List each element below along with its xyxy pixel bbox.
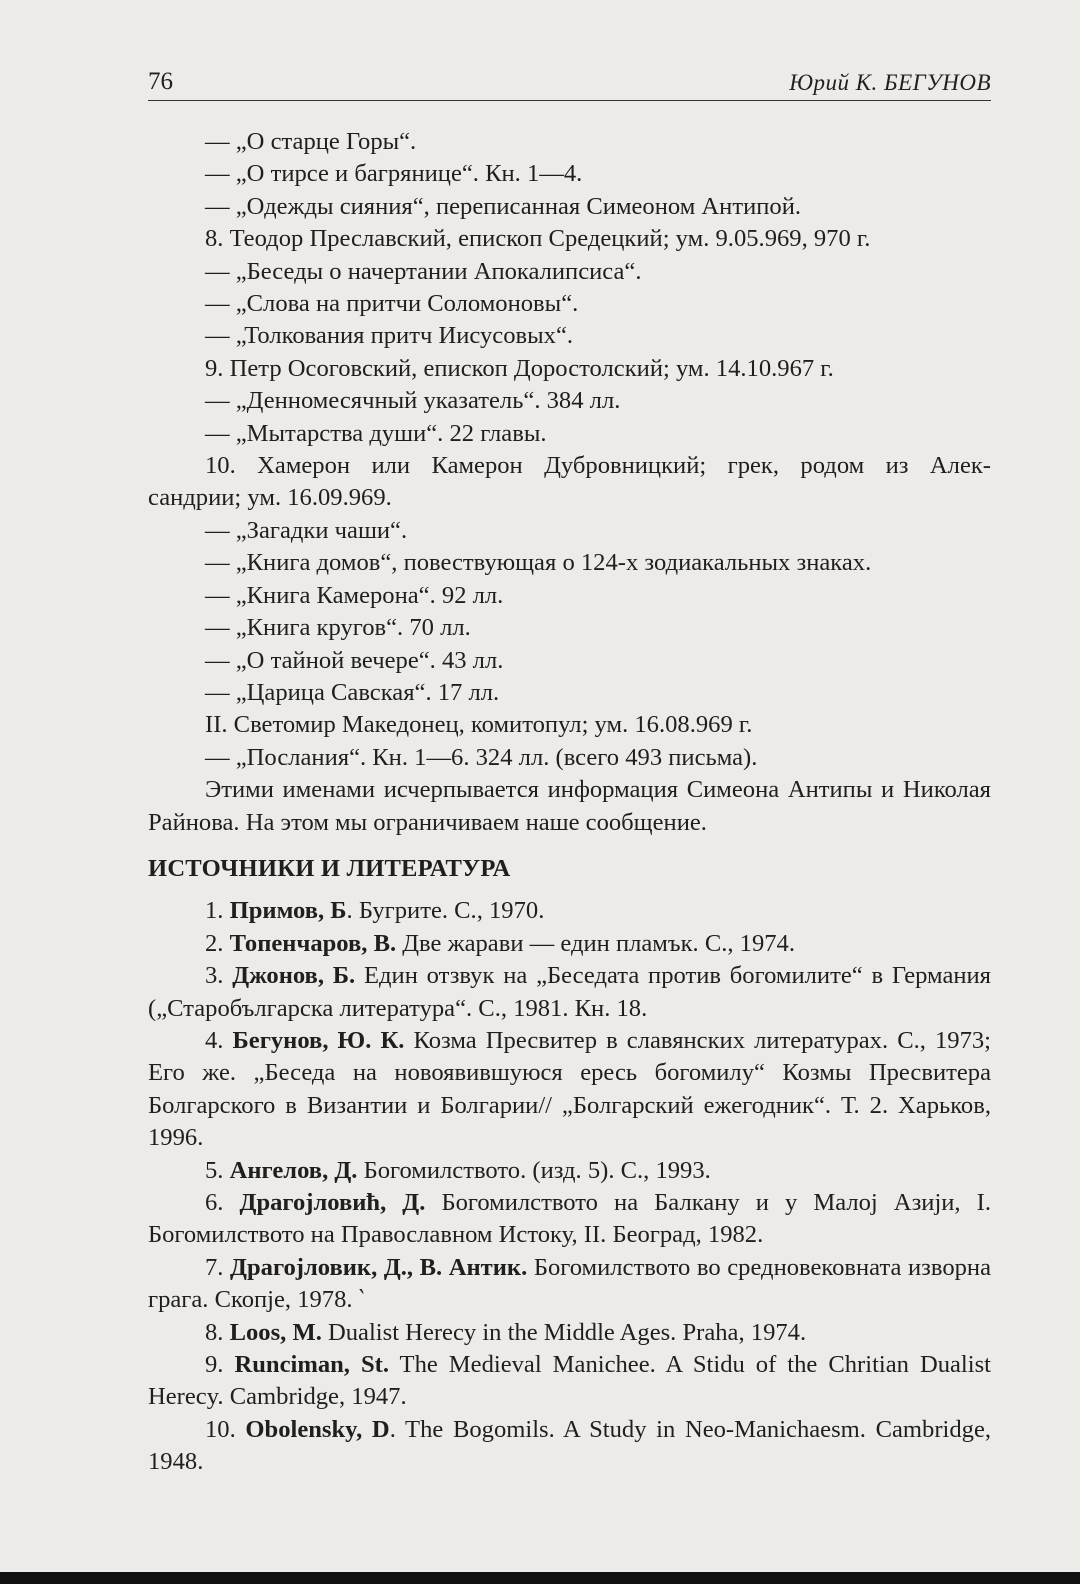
text-line: — „Одежды сияния“, переписанная Симеоном Антипой. bbox=[205, 192, 802, 220]
ref-number: 8. bbox=[205, 1318, 224, 1346]
ref-number: 6. bbox=[205, 1189, 224, 1216]
reference-item bbox=[148, 1414, 991, 1479]
page-body bbox=[148, 126, 991, 1479]
ref-author: Obolensky, D bbox=[245, 1415, 390, 1443]
text-line: — „Царица Савская“. 17 лл. bbox=[205, 678, 500, 706]
ref-text: Две жарави — един пламък. С., 1974. bbox=[396, 929, 796, 957]
text-line: — „Мытарства души“. 22 главы. bbox=[205, 419, 547, 447]
ref-number: 5. bbox=[205, 1156, 224, 1184]
ref-author: Примов, Б bbox=[229, 897, 347, 925]
ref-text: Dualist Herecy in the Middle Ages. Praha, 1974. bbox=[321, 1318, 807, 1346]
ref-author: Джонов, Б. bbox=[232, 962, 356, 990]
text-line: — „О старце Горы“. bbox=[205, 128, 417, 155]
page-number: 76 bbox=[148, 68, 173, 95]
closing-paragraph: Этими именами исчерпывается информация Симеона Антипы и Николая Райнова. На этом мы ограничиваем наше сообщение. bbox=[148, 776, 991, 836]
ref-author: Ангелов, Д. bbox=[229, 1156, 358, 1184]
ref-number: 3. bbox=[205, 962, 224, 990]
text-line: — „Загадки чаши“. bbox=[205, 516, 408, 544]
ref-number: 2. bbox=[205, 929, 224, 957]
reference-item bbox=[148, 960, 991, 1025]
text-line: — „Слова на притчи Соломоновы“. bbox=[205, 290, 579, 318]
text-line: сандрии; ум. 16.09.969. bbox=[148, 484, 392, 512]
text-line: — „Толкования притч Иисусовых“. bbox=[205, 322, 574, 350]
ref-text: Богомилството. (изд. 5). С., 1993. bbox=[357, 1156, 711, 1184]
text-line: — „Книга Камерона“. 92 лл. bbox=[205, 581, 504, 609]
ref-number: 7. bbox=[205, 1253, 224, 1281]
reference-item bbox=[148, 1025, 991, 1155]
text-line: — „Книга кругов“. 70 лл. bbox=[205, 614, 471, 642]
text-line: 10. Хамерон или Камерон Дубровницкий; грек, родом из Алек- bbox=[205, 452, 991, 480]
ref-author: Драгојловик, Д., В. Антик. bbox=[230, 1253, 528, 1281]
ref-number: 4. bbox=[205, 1026, 224, 1054]
text-line: — „Книга домов“, повествующая о 124-х зодиакальных знаках. bbox=[205, 549, 872, 577]
reference-item bbox=[148, 928, 991, 960]
ref-author: Топенчаров, В. bbox=[229, 929, 397, 957]
ref-number: 9. bbox=[205, 1351, 224, 1379]
reference-item bbox=[148, 1187, 991, 1252]
text-line: — „Беседы о начертании Апокалипсиса“. bbox=[205, 257, 642, 285]
reference-item bbox=[148, 895, 991, 927]
ref-number: 10. bbox=[205, 1415, 236, 1443]
text-line: — „О тайной вечере“. 43 лл. bbox=[205, 646, 504, 674]
ref-author: Loos, M. bbox=[229, 1318, 322, 1346]
text-line: — „Послания“. Кн. 1—6. 324 лл. (всего 493 письма). bbox=[205, 743, 758, 771]
text-line: — „Денномесячный указатель“. 384 лл. bbox=[205, 387, 621, 415]
reference-item bbox=[148, 1252, 991, 1317]
ref-text: Козма Пресвитер в славянских литературах. С., 1973; Его же. „Беседа на новоявившуюся ересь богомилу“ Козмы Пресвитера Болгарского в Византии и Болгарии// „Болгарский ежегодник“. Т. 2. Харьков, 1996. bbox=[148, 1026, 992, 1152]
reference-item bbox=[148, 1349, 991, 1414]
ref-text: . The Bogomils. A Study in Neo-Manichaesm. Cambridge, 1948. bbox=[148, 1415, 992, 1476]
text-line: — „О тирсе и багрянице“. Кн. 1—4. bbox=[205, 160, 583, 188]
page-header bbox=[148, 66, 991, 101]
scan-bottom-edge bbox=[0, 1572, 1080, 1584]
text-line: 9. Петр Осоговский, епископ Доростолский; ум. 14.10.967 г. bbox=[205, 354, 834, 382]
running-head: Юрий К. БЕГУНОВ bbox=[789, 70, 991, 95]
section-title: ИСТОЧНИКИ И ЛИТЕРАТУРА bbox=[148, 854, 511, 882]
ref-author: Runciman, St. bbox=[234, 1351, 389, 1379]
ref-text: Богомилството во средновековната изворна грага. Скопје, 1978. ‵ bbox=[148, 1253, 991, 1314]
ref-text: . Бугрите. С., 1970. bbox=[346, 897, 545, 925]
ref-author: Драгојловић, Д. bbox=[239, 1189, 426, 1216]
ref-text: Богомилството на Балкану и у Малој Азији, I. Богомилството на Православном Истоку, II. Београд, 1982. bbox=[148, 1189, 991, 1249]
ref-number: 1. bbox=[205, 897, 224, 925]
ref-text: Един отзвук на „Беседата против богомилите“ в Германия („Старобългарска литература“. С., 1981. Кн. 18. bbox=[148, 962, 991, 1022]
text-line: 8. Теодор Преславский, епископ Средецкий; ум. 9.05.969, 970 г. bbox=[205, 225, 871, 253]
ref-text: The Medieval Manichee. A Stidu of the Chritian Dualist Herecy. Cambridge, 1947. bbox=[148, 1351, 992, 1411]
reference-item bbox=[148, 1317, 991, 1349]
text-line: II. Светомир Македонец, комитопул; ум. 16.08.969 г. bbox=[205, 711, 753, 739]
reference-item bbox=[148, 1155, 991, 1187]
ref-author: Бегунов, Ю. К. bbox=[232, 1026, 405, 1054]
